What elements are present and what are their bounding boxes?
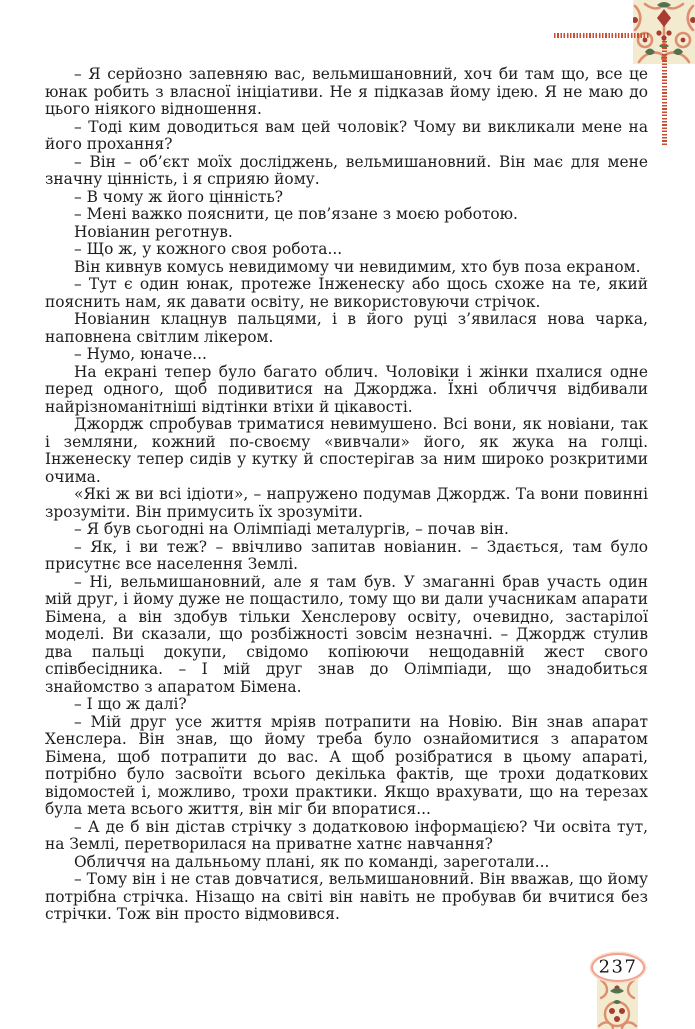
paragraph: – Мені важко пояснити, це пов’язане з моєю роботою.	[74, 205, 518, 223]
paragraph: Новіанин клацнув пальцями, і в його руці з’явилася нова чарка, наповнена світлим лікером.	[45, 310, 648, 346]
paragraph: – Що ж, у кожного своя робота...	[74, 240, 343, 258]
dashed-line-vertical	[662, 40, 667, 145]
footer-ornament-icon	[597, 978, 638, 1029]
paragraph: На екрані тепер було багато облич. Чоловіки і жінки пхалися одне перед одного, щоб подивитися на Джорджа. Їхні обличчя відбивали найрізноманітніші відтінки втіхи й цікавості.	[45, 362, 648, 416]
dashed-line-horizontal	[554, 33, 650, 38]
page-number-badge	[591, 953, 645, 982]
story-text	[45, 66, 648, 924]
paragraph: – Він – об’єкт моїх досліджень, вельмишановний. Він має для мене значну цінність, і я сприяю йому.	[45, 152, 648, 188]
paragraph: – Тоді ким доводиться вам цей чоловік? Чому ви викликали мене на його прохання?	[45, 117, 648, 153]
paragraph: Новіанин реготнув.	[74, 222, 233, 241]
paragraph: Джордж спробував триматися невимушено. Всі вони, як новіани, так і земляни, кожний по-своєму «вивчали» його, як жука на голці. Інженеску тепер сидів у кутку й спостерігав за ним широко розкритими очима.	[45, 415, 648, 486]
paragraph: «Які ж ви всі ідіоти», – напружено подумав Джордж. Та вони повинні зрозуміти. Він примусить їх зрозуміти.	[45, 485, 648, 521]
paragraph: – Ні, вельмишановний, але я там був. У змаганні брав участь один мій друг, і йому дуже не пощастило, тому що ви дали учасникам апарати Бімена, а він здобув тільки Хенслерову освіту, очевидно, застарілої моделі. Ви сказали, що розбіжності зовсім незначні. – Джордж стулив два пальці докупи, свідомо копіюючи нещодавній жест свого співбесідника. – І мій друг знав до Олімпіади, що знадобиться знайомство з апаратом Бімена.	[45, 572, 648, 696]
paragraph: – Нумо, юначе...	[74, 345, 207, 363]
paragraph: – Тому він і не став довчатися, вельмишановний. Він вважав, що йому потрібна стрічка. Нізащо на світі він навіть не пробував би вчитися без стрічки. Тож він просто відмовився.	[45, 870, 648, 923]
paragraph: – Тут є один юнак, протеже Інженеску або щось схоже на те, який пояснить нам, як давати освіту, не використовуючи стрічок.	[45, 275, 648, 311]
paragraph: Обличчя на дальньому плані, як по команді, зареготали...	[74, 852, 550, 871]
paragraph: – Я був сьогодні на Олімпіаді металургів, – почав він.	[74, 520, 509, 538]
paragraph: Він кивнув комусь невидимому чи невидимим, хто був поза екраном.	[74, 257, 641, 276]
paragraph: – А де б він дістав стрічку з додатковою інформацією? Чи освіта тут, на Землі, перетворилася на приватне хатнє навчання?	[45, 817, 648, 853]
paragraph: – Мій друг усе життя мріяв потрапити на Новію. Він знав апарат Хенслера. Він знав, що йому треба було ознайомитися з апаратом Бімена, щоб потрапити до вас. А щоб розібратися в цьому апараті, потрібно було засвоїти всього декілька фактів, ще трохи додаткових відомостей і, можливо, трохи практики. Якщо врахувати, що на терезах була мета всього життя, він міг би впоратися...	[45, 712, 648, 818]
paragraph: – Я серйозно запевняю вас, вельмишановний, хоч би там що, все це юнак робить з власної ініціативи. Не я підказав йому ідею. Я не маю до цього ніякого відношення.	[45, 65, 648, 118]
page-number: 237	[598, 956, 638, 978]
paragraph: – Як, і ви теж? – ввічливо запитав новіанин. – Здається, там було присутнє все населення Землі.	[45, 537, 648, 573]
paragraph: – І що ж далі?	[74, 695, 187, 713]
paragraph: – В чому ж його цінність?	[74, 187, 283, 206]
